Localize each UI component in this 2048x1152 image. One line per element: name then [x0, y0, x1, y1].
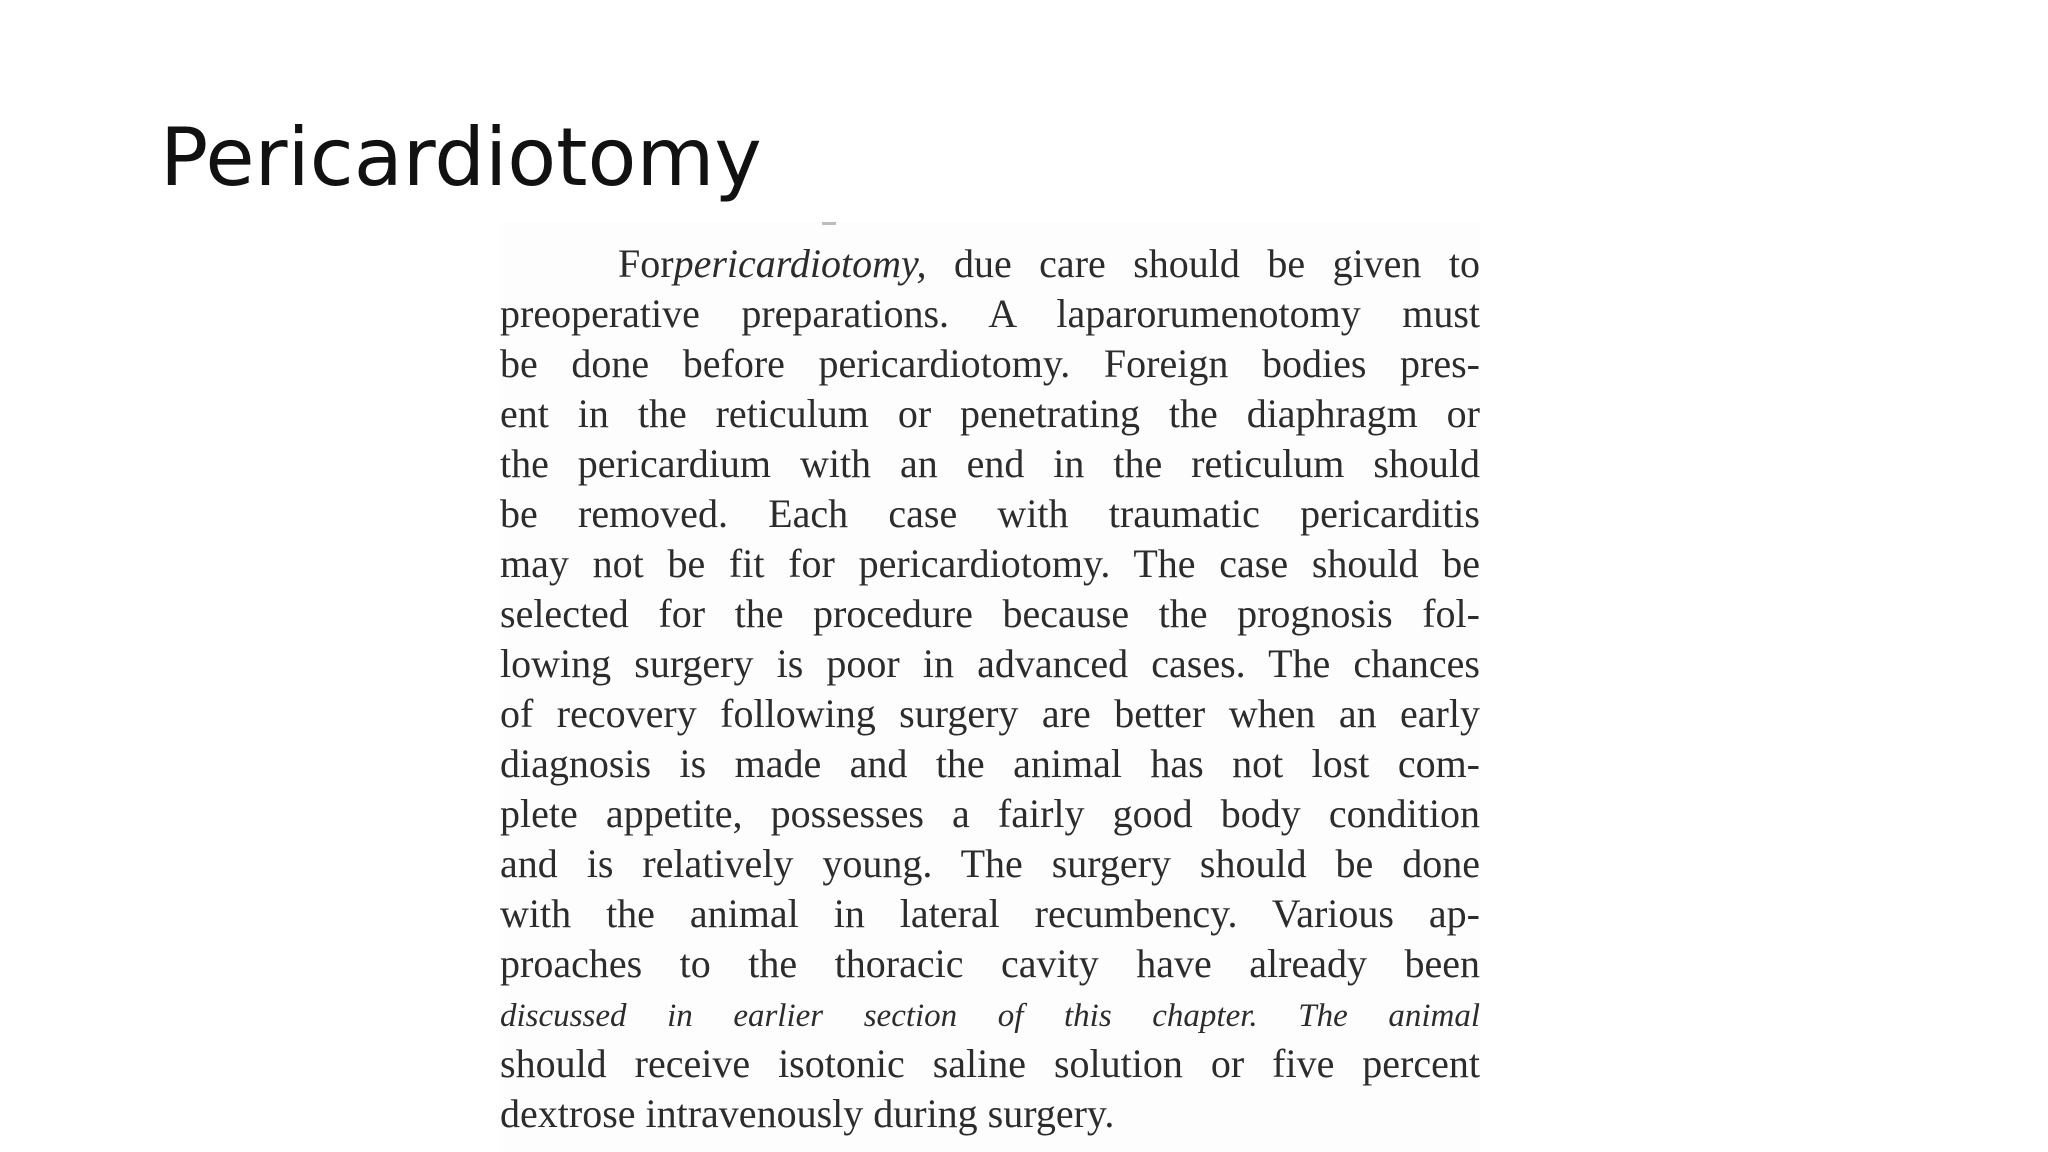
scanned-text-line: ent in the reticulum or penetrating the diaphragm or: [500, 391, 1480, 436]
scanned-text-line: discussed in earlier section of this chapter. The animal: [500, 998, 1480, 1034]
scanned-text-line: and is relatively young. The surgery should be done: [500, 841, 1480, 886]
scanned-text-line: [618, 241, 1480, 286]
scanned-text-line: the pericardium with an end in the reticulum should: [500, 441, 1480, 486]
scanned-text-line: plete appetite, possesses a fairly good body condition: [500, 791, 1480, 836]
scanned-text-lead: For: [618, 241, 674, 286]
scan-artifact-mark: [822, 222, 836, 225]
scanned-text-rest: due care should be given to: [926, 241, 1480, 286]
scanned-text-line: should receive isotonic saline solution or five percent: [500, 1041, 1480, 1086]
scanned-text-line: lowing surgery is poor in advanced cases. The chances: [500, 641, 1480, 686]
scanned-text-line: may not be fit for pericardiotomy. The case should be: [500, 541, 1480, 586]
scanned-text-line: dextrose intravenously during surgery.: [500, 1091, 1115, 1136]
scanned-text-line: with the animal in lateral recumbency. Various ap-: [500, 891, 1480, 936]
scanned-text-line: proaches to the thoracic cavity have already been: [500, 941, 1480, 986]
scanned-text-line: preoperative preparations. A laparorumenotomy must: [500, 291, 1480, 336]
scanned-text-line: diagnosis is made and the animal has not lost com-: [500, 741, 1480, 786]
scanned-text-line: be removed. Each case with traumatic pericarditis: [500, 491, 1480, 536]
scanned-text-line: selected for the procedure because the prognosis fol-: [500, 591, 1480, 636]
scanned-text-emphasis: pericardiotomy,: [673, 241, 927, 286]
scanned-text-line: be done before pericardiotomy. Foreign bodies pres-: [500, 341, 1480, 386]
scanned-text-line: of recovery following surgery are better when an early: [500, 691, 1480, 736]
scanned-text-image: [500, 222, 1480, 1152]
slide-title: Pericardiotomy: [160, 111, 762, 204]
